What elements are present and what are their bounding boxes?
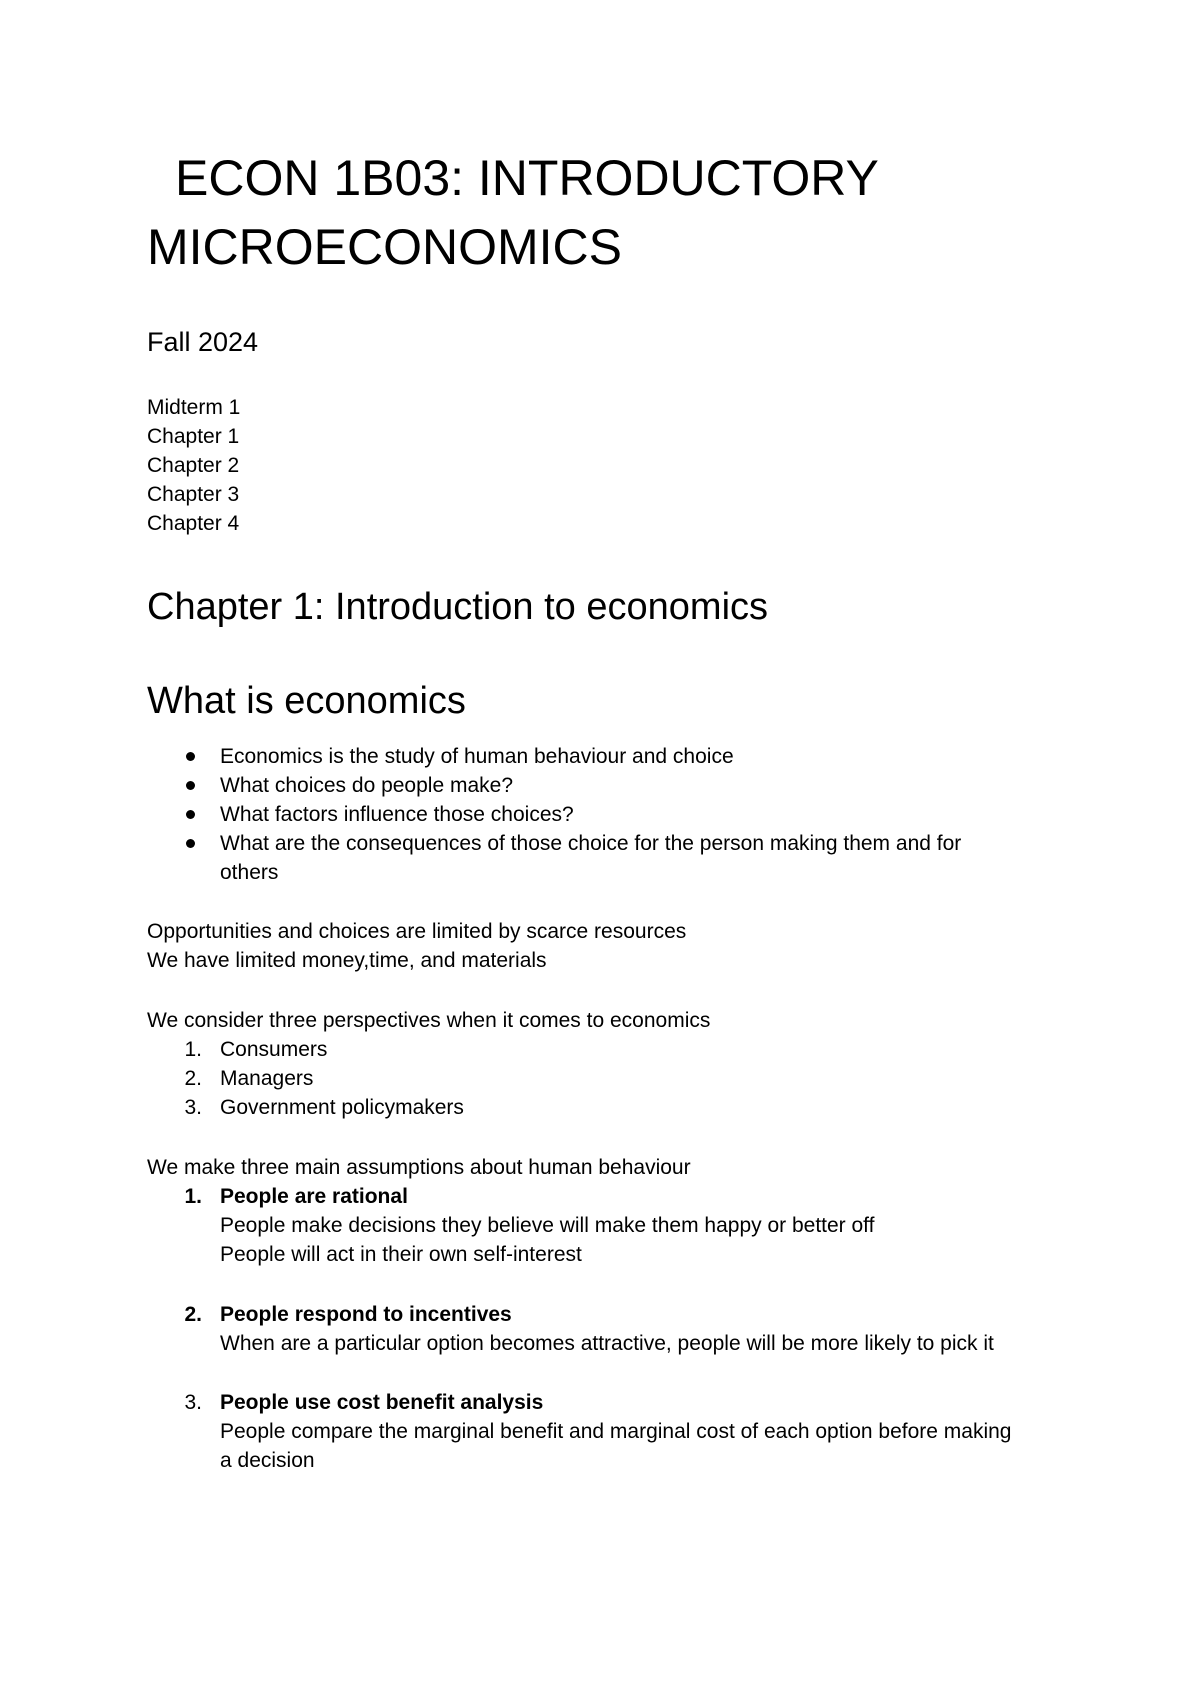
toc-item[interactable]: Chapter 4 xyxy=(147,512,240,535)
list-item: What are the consequences of those choice for the person making them and for xyxy=(220,832,962,855)
list-number: 2. xyxy=(184,1303,202,1326)
bullet-icon xyxy=(186,781,195,790)
assumption-detail: People make decisions they believe will make them happy or better off xyxy=(220,1214,875,1237)
document-title-line-1: ECON 1B03: INTRODUCTORY xyxy=(175,150,879,206)
assumption-title: People are rational xyxy=(220,1185,408,1208)
assumption-title: People use cost benefit analysis xyxy=(220,1391,544,1414)
assumption-detail: People compare the marginal benefit and marginal cost of each option before making xyxy=(220,1420,1012,1443)
list-item: Economics is the study of human behaviour and choice xyxy=(220,745,734,768)
list-item: Managers xyxy=(220,1067,314,1090)
paragraph-line: We make three main assumptions about human behaviour xyxy=(147,1156,691,1179)
toc-item[interactable]: Chapter 3 xyxy=(147,483,240,506)
section-heading: What is economics xyxy=(147,680,466,722)
chapter-heading: Chapter 1: Introduction to economics xyxy=(147,586,769,628)
list-item: What choices do people make? xyxy=(220,774,514,797)
list-item-continuation: others xyxy=(220,861,279,884)
term-subtitle: Fall 2024 xyxy=(147,327,259,357)
toc-item[interactable]: Midterm 1 xyxy=(147,396,241,419)
assumption-title: People respond to incentives xyxy=(220,1303,512,1326)
list-item: Consumers xyxy=(220,1038,328,1061)
toc-item[interactable]: Chapter 2 xyxy=(147,454,240,477)
assumption-detail: When are a particular option becomes attractive, people will be more likely to pick it xyxy=(220,1332,994,1355)
toc-item[interactable]: Chapter 1 xyxy=(147,425,240,448)
paragraph-line: Opportunities and choices are limited by scarce resources xyxy=(147,920,687,943)
list-item: What factors influence those choices? xyxy=(220,803,574,826)
bullet-icon xyxy=(186,752,195,761)
list-number: 2. xyxy=(184,1067,202,1090)
list-item: Government policymakers xyxy=(220,1096,464,1119)
list-number: 3. xyxy=(184,1096,202,1119)
assumption-detail: a decision xyxy=(220,1449,315,1472)
list-number: 3. xyxy=(184,1391,202,1414)
list-number: 1. xyxy=(184,1185,202,1208)
assumption-detail: People will act in their own self-interest xyxy=(220,1243,582,1266)
paragraph-line: We have limited money,time, and materials xyxy=(147,949,547,972)
bullet-icon xyxy=(186,839,195,848)
bullet-icon xyxy=(186,810,195,819)
document-title-line-2: MICROECONOMICS xyxy=(147,219,622,275)
list-number: 1. xyxy=(184,1038,202,1061)
paragraph-line: We consider three perspectives when it comes to economics xyxy=(147,1009,711,1032)
